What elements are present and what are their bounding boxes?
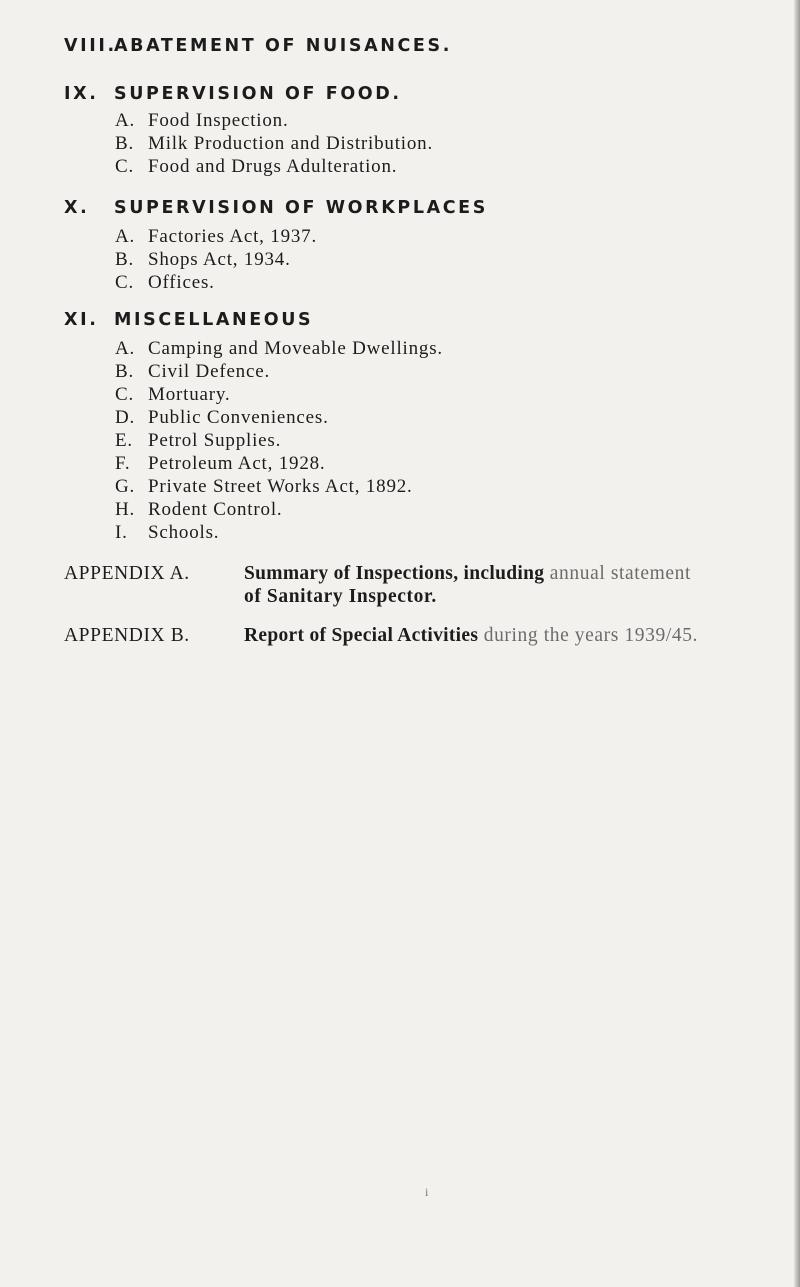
appendix-label: APPENDIX A. [64,563,190,584]
section-title: SUPERVISION OF FOOD. [114,84,402,104]
item-letter: A. [115,110,136,131]
list-item [115,522,219,544]
list-item [115,453,325,475]
item-text: Mortuary. [148,384,231,405]
section-heading-x [64,198,488,218]
appendix-text: Report of Special Activities [244,625,479,646]
item-text: Milk Production and Distribution. [148,133,434,154]
list-item [115,361,270,383]
item-text: Civil Defence. [148,361,270,382]
item-letter: A. [115,226,136,247]
appendix-b [64,624,698,648]
item-letter: H. [115,499,136,520]
item-letter: D. [115,407,136,428]
list-item [115,226,317,248]
section-title: MISCELLANEOUS [114,310,314,330]
item-text: Food and Drugs Adulteration. [148,156,398,177]
section-number: X. [64,198,90,218]
item-letter: C. [115,156,135,177]
section-number: VIII. [64,36,117,56]
appendix-a [64,562,691,586]
appendix-text: Summary of Inspections, including [244,563,545,584]
list-item [115,499,282,521]
list-item [115,384,230,406]
list-item [115,407,329,429]
list-item [115,476,413,498]
item-letter: B. [115,249,135,270]
item-letter: B. [115,361,135,382]
item-text: Shops Act, 1934. [148,249,291,270]
section-heading-viii [64,36,452,56]
item-text: Petroleum Act, 1928. [148,453,326,474]
item-text: Schools. [148,522,220,543]
item-letter: F. [115,453,131,474]
item-text: Private Street Works Act, 1892. [148,476,413,497]
item-letter: E. [115,430,133,451]
item-text: Public Conveniences. [148,407,329,428]
list-item [115,133,433,155]
appendix-a-continuation: of Sanitary Inspector. [244,586,437,607]
list-item [115,272,215,294]
appendix-text-faded: during the years 1939/45. [483,625,699,646]
item-text: Offices. [148,272,215,293]
section-number: IX. [64,84,99,104]
item-text: Camping and Moveable Dwellings. [148,338,443,359]
item-letter: B. [115,133,135,154]
list-item [115,338,443,360]
section-heading-ix [64,84,402,104]
section-title: SUPERVISION OF WORKPLACES [114,198,488,218]
section-heading-xi [64,310,313,330]
list-item [115,430,281,452]
appendix-text-faded: annual statement [549,563,691,584]
item-letter: C. [115,272,135,293]
page-edge-shadow [794,0,800,1287]
item-letter: G. [115,476,136,497]
list-item [115,249,291,271]
list-item [115,110,289,132]
item-letter: C. [115,384,135,405]
item-text: Food Inspection. [148,110,289,131]
appendix-label: APPENDIX B. [64,625,190,646]
section-number: XI. [64,310,99,330]
item-letter: A. [115,338,136,359]
item-text: Petrol Supplies. [148,430,282,451]
page-number: i [425,1185,429,1199]
item-text: Factories Act, 1937. [148,226,318,247]
list-item [115,156,397,178]
item-text: Rodent Control. [148,499,283,520]
item-letter: I. [115,522,128,543]
section-title: ABATEMENT OF NUISANCES. [114,36,452,56]
